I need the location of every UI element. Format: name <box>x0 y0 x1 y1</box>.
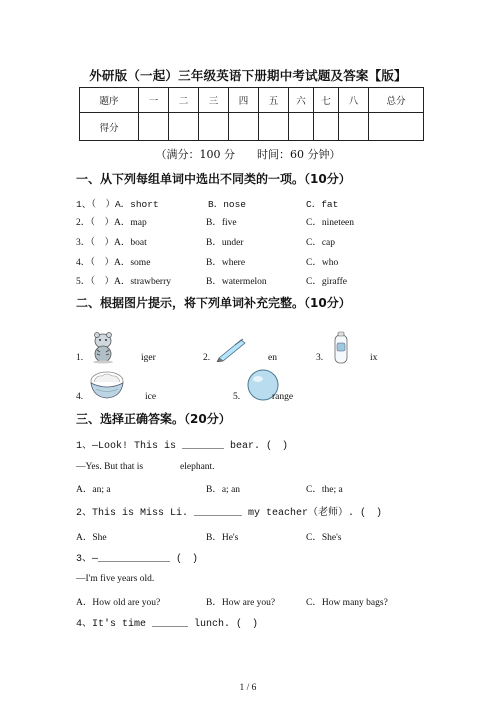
table-cell: 八 <box>339 88 369 113</box>
table-cell[interactable] <box>139 113 169 141</box>
section-title: 一、从下列每组单词中选出不同类的一项。（10分） <box>76 172 351 186</box>
table-cell: 题序 <box>80 88 139 113</box>
option-a: A．How old are you? <box>76 598 161 608</box>
exam-meta: （满分：100 分 时间：60 分钟） <box>155 148 341 161</box>
option-c: C．giraffe <box>306 277 347 287</box>
table-cell: 七 <box>314 88 339 113</box>
question-number: 2. <box>203 353 211 363</box>
option-c: C．the; a <box>306 485 343 495</box>
page-number: 1 / 6 <box>239 683 257 693</box>
question-item: 4．（ ）A．some <box>76 258 151 268</box>
option-c: C．fat <box>306 199 339 210</box>
question-stem: 3、—____________ ( ) <box>76 554 199 565</box>
question-number: 4. <box>76 392 84 402</box>
option-c: C．who <box>306 258 339 268</box>
option-b: B．five <box>206 218 237 228</box>
word-blank: ice <box>145 392 157 402</box>
table-cell[interactable] <box>259 113 289 141</box>
question-number: 3. <box>316 353 324 363</box>
option-a: A．She <box>76 533 107 543</box>
word-blank: ix <box>370 353 378 363</box>
section-title: 二、根据图片提示，将下列单词补充完整。（10分） <box>76 296 351 310</box>
option-b: B．How are you? <box>206 598 276 608</box>
question-sub: —Yes. But that is <box>76 462 144 472</box>
option-c: C．cap <box>306 238 336 248</box>
question-stem: 2、This is Miss Li. ________ my teacher（老师）. ( ) <box>76 508 383 519</box>
question-item: 5．（ ）A．strawberry <box>76 277 171 287</box>
option-a: A．an; a <box>76 485 111 495</box>
tiger-icon <box>88 330 118 364</box>
question-sub: —I'm five years old. <box>76 574 155 584</box>
option-b: B．under <box>206 238 244 248</box>
table-cell: 五 <box>259 88 289 113</box>
option-c: C．nineteen <box>306 218 355 228</box>
option-c: C．How many bags? <box>306 598 388 608</box>
table-cell: 四 <box>229 88 259 113</box>
table-cell: 总分 <box>369 88 424 113</box>
score-table <box>79 87 424 141</box>
table-cell[interactable] <box>369 113 424 141</box>
six-bottle-icon <box>332 331 350 365</box>
question-stem: 4、It's time ______ lunch. ( ) <box>76 619 259 630</box>
word-blank: range <box>272 392 294 402</box>
section-title: 三、选择正确答案。（20分） <box>76 412 231 426</box>
table-cell: 得分 <box>80 113 139 141</box>
table-cell[interactable] <box>229 113 259 141</box>
word-blank: iger <box>141 353 156 363</box>
question-number: 1. <box>76 353 84 363</box>
pen-icon <box>215 336 249 362</box>
table-cell[interactable] <box>314 113 339 141</box>
option-b: B．where <box>206 258 246 268</box>
table-row <box>80 113 424 141</box>
page-title: 外研版（一起）三年级英语下册期中考试题及答案【版】 <box>89 68 407 83</box>
question-number: 5. <box>233 392 241 402</box>
table-cell: 三 <box>199 88 229 113</box>
table-cell[interactable] <box>289 113 314 141</box>
word-blank: en <box>268 353 277 363</box>
question-sub: elephant. <box>180 462 215 472</box>
option-c: C．She's <box>306 533 342 543</box>
table-cell: 六 <box>289 88 314 113</box>
table-cell[interactable] <box>169 113 199 141</box>
question-item: 3．（ ）A．boat <box>76 238 147 248</box>
table-row <box>80 88 424 113</box>
question-stem: 1、—Look! This is _______ bear. ( ) <box>76 441 289 452</box>
question-item: 1、（ ）A．short <box>76 199 159 210</box>
option-b: B．watermelon <box>206 277 267 287</box>
table-cell: 二 <box>169 88 199 113</box>
table-cell[interactable] <box>339 113 369 141</box>
question-item: 2．（ ）A．map <box>76 218 147 228</box>
table-cell: 一 <box>139 88 169 113</box>
option-b: B．He's <box>206 533 239 543</box>
option-b: B．a; an <box>206 485 241 495</box>
table-cell[interactable] <box>199 113 229 141</box>
rice-bowl-icon <box>88 369 126 401</box>
option-b: B．nose <box>208 199 247 210</box>
